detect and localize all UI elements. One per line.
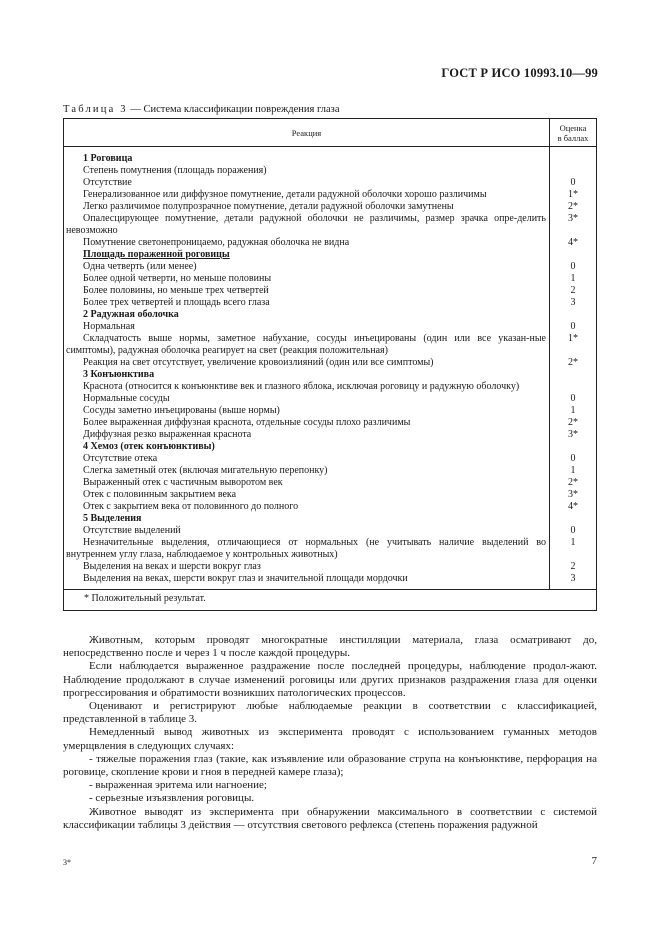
column-header-score <box>550 119 597 147</box>
reaction-text: Выделения на веках, шерсти вокруг глаз и значительной площади мордочки <box>83 573 408 584</box>
table-row <box>64 165 597 177</box>
table-caption <box>63 104 339 115</box>
score-cell: 1 <box>550 537 597 561</box>
reaction-cell <box>64 249 550 261</box>
reaction-text: Отсутствие отека <box>83 453 158 464</box>
reaction-text: Отсутствие <box>83 177 132 188</box>
table-row <box>64 261 597 273</box>
body-paragraph: Животным, которым проводят многократные инстилляции материала, глаза осматривают до, непосредственно после и через 1 ч после каждой процедуры. <box>63 634 597 660</box>
reaction-cell <box>64 237 550 249</box>
score-cell <box>550 513 597 525</box>
score-cell: 1 <box>550 465 597 477</box>
table-row <box>64 417 597 429</box>
score-cell: 0 <box>550 177 597 189</box>
reaction-text: Выделения на веках и шерсти вокруг глаз <box>83 561 261 572</box>
score-cell <box>550 309 597 321</box>
reaction-cell <box>64 177 550 189</box>
score-cell: 4* <box>550 237 597 249</box>
table-row <box>64 177 597 189</box>
reaction-cell <box>64 273 550 285</box>
score-cell: 2* <box>550 201 597 213</box>
reaction-text: Более трех четвертей и площадь всего глаза <box>83 297 270 308</box>
footer-mark: 3* <box>63 858 71 867</box>
score-cell: 2 <box>550 285 597 297</box>
table-row <box>64 573 597 590</box>
reaction-cell <box>64 165 550 177</box>
reaction-text: Краснота (относится к конъюнктиве век и глазного яблока, исключая роговицу и радужную оболочку) <box>83 381 520 392</box>
table-row <box>64 237 597 249</box>
table-row <box>64 537 597 561</box>
table-row <box>64 189 597 201</box>
reaction-text: Выраженный отек с частичным выворотом век <box>83 477 283 488</box>
body-paragraph: - тяжелые поражения глаз (такие, как изъявление или образование струпа на конъюнктиве, перфорация на роговице, скопление крови и гноя в передней камере глаза); <box>63 752 597 779</box>
section-heading: 2 Радужная оболочка <box>83 309 179 320</box>
reaction-text: Отек с половинным закрытием века <box>83 489 237 500</box>
reaction-text: Диффузная резко выраженная краснота <box>83 429 252 440</box>
reaction-text: Более половины, но меньше трех четвертей <box>83 285 269 296</box>
table-row <box>64 249 597 261</box>
reaction-text: Степень помутнения (площадь поражения) <box>83 165 267 176</box>
score-cell: 0 <box>550 261 597 273</box>
score-cell: 2* <box>550 477 597 489</box>
table-row <box>64 321 597 333</box>
score-cell: 0 <box>550 393 597 405</box>
reaction-cell <box>64 453 550 465</box>
reaction-cell <box>64 489 550 501</box>
table-row <box>64 513 597 525</box>
score-cell: 1 <box>550 405 597 417</box>
reaction-cell <box>64 321 550 333</box>
reaction-cell <box>64 333 550 357</box>
reaction-text: Сосуды заметно инъецированы (выше нормы) <box>83 405 280 416</box>
section-heading: 1 Роговица <box>83 153 133 164</box>
score-cell: 1 <box>550 273 597 285</box>
reaction-cell <box>64 369 550 381</box>
reaction-text: Легко различимое полупрозрачное помутнение, детали радужной оболочки замутнены <box>83 201 454 212</box>
body-text <box>63 634 597 832</box>
reaction-cell <box>64 285 550 297</box>
table-row <box>64 333 597 357</box>
table-row <box>64 369 597 381</box>
table-footnote: * Положительный результат. <box>64 590 597 611</box>
score-cell: 0 <box>550 453 597 465</box>
table-row <box>64 429 597 441</box>
table-caption-title: — Система классификации повреждения глаза <box>127 104 340 115</box>
body-paragraph: Если наблюдается выраженное раздражение после последней процедуры, наблюдение продол-жают. Наблюдение продолжают в случае изменений роговицы или других признаков раздражения глаза для оценки прогрессирования и обратимости возникших патологических процессов. <box>63 660 597 699</box>
body-paragraph: Оценивают и регистрируют любые наблюдаемые реакции в соответствии с классификацией, представленной в таблице 3. <box>63 700 597 726</box>
page-number: 7 <box>591 855 597 867</box>
column-header-score-line1: Оценка <box>559 122 587 133</box>
reaction-cell <box>64 561 550 573</box>
reaction-text: Более выраженная диффузная краснота, отдельные сосуды плохо различимы <box>83 417 411 428</box>
reaction-text: Отек с закрытием века от половинного до полного <box>83 501 299 512</box>
table-row <box>64 309 597 321</box>
reaction-text: Реакция на свет отсутствует, увеличение кровоизлияний (один или все симптомы) <box>83 357 434 368</box>
reaction-cell <box>64 357 550 369</box>
table-row <box>64 201 597 213</box>
body-paragraph: Животное выводят из эксперимента при обнаружении максимального в соответствии с системой классификации таблицы 3 действия — отсутствия светового рефлекса (степень поражения радужной <box>63 805 597 831</box>
score-cell: 3* <box>550 213 597 237</box>
score-cell <box>550 441 597 453</box>
table-row <box>64 525 597 537</box>
reaction-cell <box>64 477 550 489</box>
score-cell <box>550 249 597 261</box>
score-cell: 1* <box>550 333 597 357</box>
column-header-score-line2: в баллах <box>557 132 589 143</box>
table-row <box>64 405 597 417</box>
table-row <box>64 357 597 369</box>
score-cell: 4* <box>550 501 597 513</box>
column-header-reaction: Реакция <box>64 119 550 147</box>
reaction-cell <box>64 405 550 417</box>
reaction-cell <box>64 261 550 273</box>
section-heading: 3 Конъюнктива <box>83 369 155 380</box>
reaction-cell <box>64 573 550 590</box>
reaction-text: Отсутствие выделений <box>83 525 181 536</box>
score-cell: 3 <box>550 297 597 309</box>
reaction-text: Помутнение светонепроницаемо, радужная оболочка не видна <box>83 237 350 248</box>
body-paragraph: - серьезные изъязвления роговицы. <box>89 792 255 805</box>
table-row <box>64 381 597 393</box>
score-cell: 3* <box>550 429 597 441</box>
table-row <box>64 393 597 405</box>
reaction-text: Генерализованное или диффузное помутнение, детали радужной оболочки хорошо различимы <box>83 189 487 200</box>
reaction-cell <box>64 381 550 393</box>
subsection-heading: Площадь пораженной роговицы <box>83 249 230 260</box>
table-row <box>64 213 597 237</box>
reaction-text: Одна четверть (или менее) <box>83 261 197 272</box>
table-row <box>64 147 597 166</box>
table-row <box>64 489 597 501</box>
reaction-text: Незначительные выделения, отличающиеся от нормальных (не учитывать наличие выделений во внутреннем углу глаза, наблюдаемое у контрольных животных) <box>66 537 546 560</box>
reaction-text: Слегка заметный отек (включая мигательную перепонку) <box>83 465 328 476</box>
reaction-text: Нормальная <box>83 321 135 332</box>
reaction-cell <box>64 309 550 321</box>
reaction-cell <box>64 441 550 453</box>
score-cell <box>550 147 597 166</box>
score-cell: 2* <box>550 357 597 369</box>
reaction-cell <box>64 501 550 513</box>
section-heading: 5 Выделения <box>83 513 142 524</box>
reaction-cell <box>64 465 550 477</box>
score-cell: 3 <box>550 573 597 590</box>
score-cell: 3* <box>550 489 597 501</box>
reaction-text: Более одной четверти, но меньше половины <box>83 273 272 284</box>
reaction-cell <box>64 297 550 309</box>
score-cell <box>550 369 597 381</box>
reaction-cell <box>64 513 550 525</box>
table-row <box>64 273 597 285</box>
reaction-cell <box>64 201 550 213</box>
reaction-cell <box>64 417 550 429</box>
score-cell <box>550 381 597 393</box>
score-cell: 2* <box>550 417 597 429</box>
reaction-cell <box>64 147 550 166</box>
table-caption-label: Таблица 3 <box>63 104 128 115</box>
table-row <box>64 441 597 453</box>
table-row <box>64 453 597 465</box>
score-cell: 0 <box>550 321 597 333</box>
reaction-cell <box>64 189 550 201</box>
reaction-cell <box>64 213 550 237</box>
score-cell <box>550 165 597 177</box>
reaction-text: Опалесцирующее помутнение, детали радужной оболочки не различимы, размер зрачка опре-делить невозможно <box>66 213 546 236</box>
score-cell: 0 <box>550 525 597 537</box>
reaction-cell <box>64 429 550 441</box>
body-paragraph: - выраженная эритема или нагноение; <box>89 779 267 792</box>
reaction-cell <box>64 393 550 405</box>
section-heading: 4 Хемоз (отек конъюнктивы) <box>83 441 215 452</box>
table-row <box>64 501 597 513</box>
reaction-cell <box>64 537 550 561</box>
reaction-text: Складчатость выше нормы, заметное набухание, сосуды инъецированы (один или все указан-ные симптомы), радужная оболочка реагирует на свет (реакция положительная) <box>66 333 546 356</box>
table-row <box>64 465 597 477</box>
classification-table <box>63 118 597 611</box>
table-row <box>64 477 597 489</box>
reaction-cell <box>64 525 550 537</box>
table-row <box>64 285 597 297</box>
table-row <box>64 297 597 309</box>
table-body <box>64 147 597 590</box>
table-row <box>64 561 597 573</box>
score-cell: 2 <box>550 561 597 573</box>
body-paragraph: Немедленный вывод животных из эксперимента проводят с использованием гуманных методов умерщвления в следующих случаях: <box>63 726 597 752</box>
reaction-text: Нормальные сосуды <box>83 393 170 404</box>
score-cell: 1* <box>550 189 597 201</box>
document-code: ГОСТ Р ИСО 10993.10—99 <box>441 66 598 80</box>
